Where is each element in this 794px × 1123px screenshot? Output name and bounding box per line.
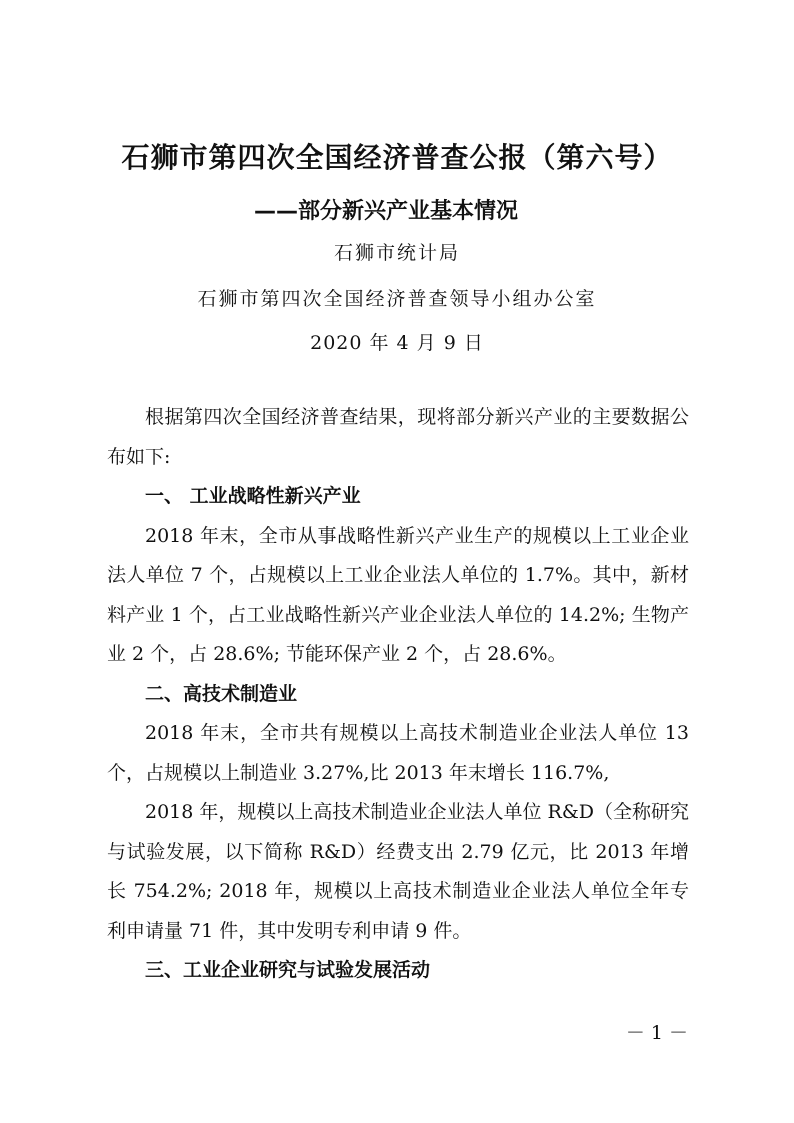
section-heading-high-tech-manufacturing: 二、高技术制造业 [145,682,298,705]
bulletin-subtitle: ——部分新兴产业基本情况 [254,199,519,224]
issuer-census-office: 石狮市第四次全国经济普查领导小组办公室 [197,288,597,310]
paragraph-high-tech-enterprises: 2018 年末，全市共有规模以上高技术制造业企业法人单位 13 个，占规模以上制造业 3.27%,比 2013 年末增长 116.7%, [107,722,689,784]
paragraph-high-tech-rd: 2018 年，规模以上高技术制造业企业法人单位 R&D（全称研究与试验发展，以下简称 R&D）经费支出 2.79 亿元，比 2013 年增长 754.2%; 2018 年，规模以上高技术制造业企业法人单位全年专利申请量 71 件，其中发明专利申请 9 件。 [107,801,689,942]
paragraph-strategic-emerging-industries: 2018 年末，全市从事战略性新兴产业生产的规模以上工业企业法人单位 7 个，占规模以上工业企业法人单位的 1.7%。其中，新材料产业 1 个，占工业战略性新兴产业企业法人单位的 14.2%; 生物产业 2 个，占 28.6%; 节能环保产业 2 个，占 28.6%。 [107,524,689,665]
page-number: － 1 － [625,1022,688,1044]
section-heading-strategic-emerging-industries: 一、 工业战略性新兴产业 [145,485,361,507]
section-heading-industrial-rd-activity: 三、工业企业研究与试验发展活动 [145,959,431,981]
issuer-statistics-bureau: 石狮市统计局 [333,242,460,264]
bulletin-title: 石狮市第四次全国经济普查公报（第六号） [121,141,673,174]
intro-paragraph: 根据第四次全国经济普查结果，现将部分新兴产业的主要数据公布如下: [107,406,689,468]
bulletin-body [107,398,689,991]
publish-date: 2020 年 4 月 9 日 [310,332,484,354]
